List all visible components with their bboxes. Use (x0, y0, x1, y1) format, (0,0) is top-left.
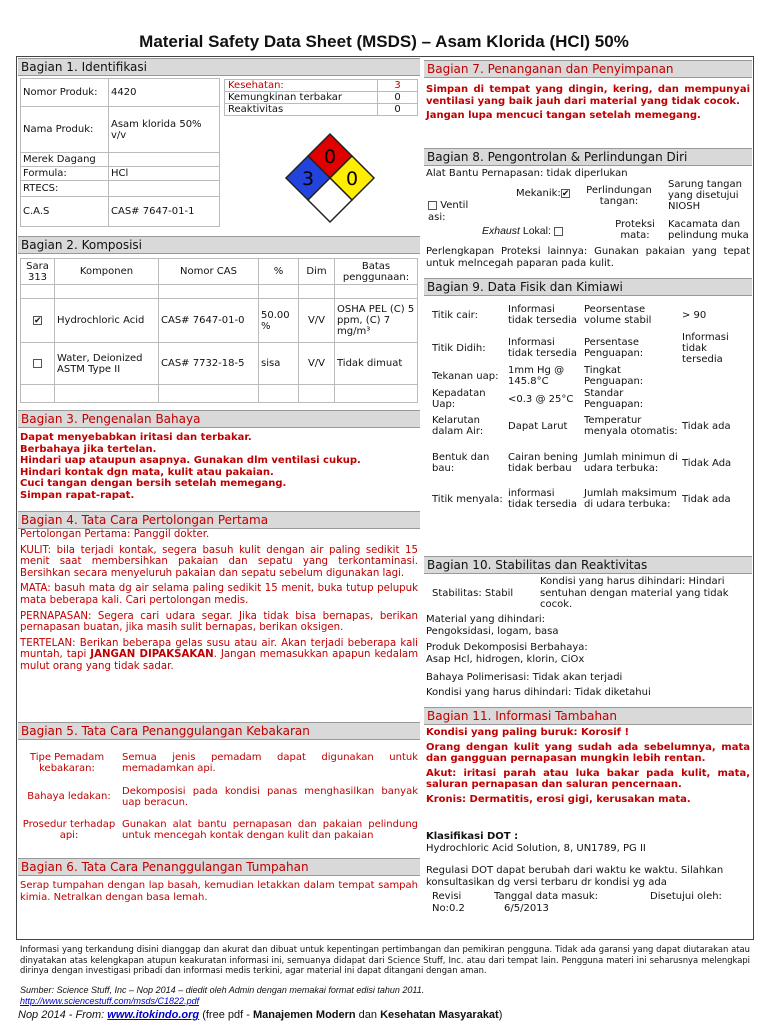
conditions-avoid-2: Kondisi yang harus dihindari: Tidak diketahui (426, 687, 651, 698)
section-11 (424, 707, 752, 914)
physical-data-cell: informasi tidak tersedia (508, 488, 577, 510)
date-value: 6/5/2013 (504, 903, 549, 914)
respirator-text: Alat Bantu Pernapasan: tidak diperlukan (426, 168, 628, 179)
conditions-avoid: Kondisi yang harus dihindari: Hindari sentuhan dengan material yang tidak cocok. (540, 576, 729, 610)
section-2-header: Bagian 2. Komposisi (18, 236, 420, 254)
hazard-rating-table (224, 79, 418, 116)
physical-data-row (424, 298, 752, 332)
spill-text: Serap tumpahan dengan lap basah, kemudian letakkan dalam tempat sampah kimia. Netralkan dengan basa lemah. (20, 880, 418, 903)
section-4-header: Bagian 4. Tata Cara Pertolongan Pertama (18, 511, 420, 529)
first-aid-swallow: TERTELAN: Berikan beberapa gelas susu atau air. Akan terjadi beberapa kali muntah, tapi JANGAN DIPAKSAKAN. Jangan memasukkan apapun kedalam mulut orang yang tidak sadar. (20, 637, 418, 672)
hazard-line: Cuci tangan dengan bersih setelah memegang. (20, 478, 287, 489)
polymerization: Bahaya Polimerisasi: Tidak akan terjadi (426, 672, 623, 683)
col-header: Sara 313 (21, 259, 55, 285)
physical-data-cell: Peorsentase volume stabil (584, 304, 652, 326)
section-11-header: Bagian 11. Informasi Tambahan (424, 707, 752, 725)
col-header: Nomor CAS (159, 259, 259, 285)
physical-data-cell: Informasi tidak tersedia (682, 331, 729, 365)
hazard-label: Kesehatan: (225, 80, 378, 92)
hazard-text (20, 432, 418, 501)
sara-checkbox[interactable]: ✔ (34, 315, 42, 326)
section-3 (18, 410, 420, 501)
col-header: Batas penggunaan: (335, 259, 418, 285)
first-aid-eyes: MATA: basuh mata dg air selama paling sedikit 15 menit, buka tutup pelupuk mata beberapa kali. Cari pertolongan medis. (20, 583, 418, 606)
stability: Stabilitas: Stabil (432, 588, 514, 599)
physical-data-cell: Temperatur menyala otomatis: (584, 415, 678, 437)
hazard-line: Hindari uap ataupun asapnya. Gunakan dlm ventilasi cukup. (20, 455, 361, 466)
percent: 50.00 % (259, 299, 299, 343)
component: Water, Deionized ASTM Type II (55, 343, 159, 385)
approved-label: Disetujui oleh: (650, 891, 722, 902)
section-7 (424, 60, 752, 121)
first-aid-line: Pertolongan Pertama: Panggil dokter. (20, 529, 210, 540)
other-protection-text: Perlengkapan Proteksi lainnya: Gunakan pakaian yang tepat untuk melncegah paparan pada kulit. (426, 246, 750, 269)
id-value: 4420 (109, 79, 220, 107)
physical-data-row (424, 364, 752, 388)
physical-data-cell (682, 364, 748, 388)
footer-credit: Nop 2014 - From: www.itokindo.org (free pdf - Manajemen Modern dan Kesehatan Masyarakat) (18, 1009, 503, 1021)
mechanical-checkbox[interactable]: ✔ (561, 188, 570, 199)
physical-data-cell: Kelarutan dalam Air: (432, 415, 484, 437)
section-6-header: Bagian 6. Tata Cara Penanggulangan Tumpahan (18, 858, 420, 876)
section-3-header: Bagian 3. Pengenalan Bahaya (18, 410, 420, 428)
first-aid-skin: KULIT: bila terjadi kontak, segera basuh kulit dengan air paling sedikit 15 menit saat membersihkan pakaian dan sepatu yang terkontaminasi. Bersihkan secara menyeluruh pakaian dan sepatu sebelum digunakan lagi. (20, 544, 418, 579)
cas-number: CAS# 7732-18-5 (159, 343, 259, 385)
decomposition: Asap Hcl, hidrogen, klorin, CiOx (426, 654, 585, 665)
materials-avoid-label: Material yang dihindari: (426, 614, 546, 625)
identification-table (20, 78, 220, 227)
physical-data-cell: Informasi tidak tersedia (508, 337, 577, 359)
physical-data-cell: <0.3 @ 25°C (508, 393, 574, 405)
id-value: Asam klorida 50% v/v (109, 107, 220, 153)
physical-data-cell: 1mm Hg @ 145.8°C (508, 365, 565, 387)
first-aid-breathing: PERNAPASAN: Segera cari udara segar. Jika tidak bisa bernapas, berikan pernapasan buatan, jika masih sulit bernapas, berikan oksigen. (20, 610, 418, 634)
section-5 (18, 722, 420, 841)
dot-heading: Klasifikasi DOT : (426, 831, 519, 842)
mechanical: Mekanik:✔ (516, 188, 570, 199)
physical-data-cell: Jumlah minimun di udara terbuka: (584, 452, 678, 474)
fire-value: Semua jenis pemadam dapat digunakan untuk memadamkan api. (122, 751, 418, 774)
page-title: Material Safety Data Sheet (MSDS) – Asam Klorida (HCl) 50% (139, 32, 629, 51)
section-7-header: Bagian 7. Penanganan dan Penyimpanan (424, 60, 752, 78)
limit: Tidak dimuat (335, 343, 418, 385)
nfpa-reactivity: 0 (345, 168, 359, 190)
physical-data-cell: Tekanan uap: (432, 370, 499, 382)
col-header: % (259, 259, 299, 285)
id-label: Formula: (21, 167, 109, 181)
source: Sumber: Science Stuff, Inc – Nop 2014 – diedit oleh Admin dengan memakai format edisi tahun 2011. http://www.sciencestuff.com/msds/C1822.pdf (20, 985, 425, 1006)
section-6 (18, 858, 420, 903)
id-label: C.A.S (21, 197, 109, 227)
eye-protection-label: Proteksi mata: (615, 219, 655, 241)
hazard-line: Hindari kontak dgn mata, kulit atau pakaian. (20, 466, 274, 478)
sara-checkbox[interactable] (33, 359, 42, 368)
section-9-header: Bagian 9. Data Fisik dan Kimiawi (424, 278, 752, 296)
physical-data-cell: Tidak ada (682, 420, 731, 432)
section-8 (424, 148, 752, 269)
physical-data-cell: Tidak Ada (682, 457, 732, 469)
physical-data-cell: Titik Didih: (432, 342, 486, 354)
section-9 (424, 278, 752, 510)
physical-data-cell: > 90 (682, 309, 707, 321)
id-label: Nomor Produk: (21, 79, 109, 107)
section-1-header: Bagian 1. Identifikasi (18, 58, 420, 76)
section-8-header: Bagian 8. Pengontrolan & Perlindungan Diri (424, 148, 752, 166)
nfpa-diamond-icon (282, 130, 378, 226)
fire-label: Tipe Pemadam kebakaran: (29, 751, 105, 774)
ventilation: Ventil asi: (428, 200, 469, 223)
physical-data-row (424, 410, 752, 442)
fire-label: Prosedur terhadap api: (22, 818, 116, 841)
section-10-header: Bagian 10. Stabilitas dan Reaktivitas (424, 556, 752, 574)
table-row (21, 299, 418, 343)
id-value (109, 153, 220, 167)
physical-data-cell: Titik menyala: (432, 493, 503, 505)
hand-protection-value: Sarung tangan yang disetujui NIOSH (668, 179, 742, 212)
limit: OSHA PEL (C) 5 ppm, (C) 7 mg/m³ (335, 299, 418, 343)
physical-data-cell: Persentase Penguapan: (584, 337, 644, 359)
id-value: HCl (109, 167, 220, 181)
component: Hydrochloric Acid (55, 299, 159, 343)
physical-data-cell: Jumlah maksimum di udara terbuka: (584, 488, 677, 510)
physical-data-cell: Informasi tidak tersedia (508, 304, 577, 326)
source-link[interactable]: http://www.sciencestuff.com/msds/C1822.pdf (20, 995, 200, 1006)
fire-label: Bahaya ledakan: (27, 791, 111, 803)
eye-protection-value: Kacamata dan pelindung muka (668, 219, 749, 241)
section-1 (18, 58, 420, 217)
table-row (21, 343, 418, 385)
physical-data-row (424, 484, 752, 514)
section-5-header: Bagian 5. Tata Cara Penanggulangan Kebakaran (18, 722, 420, 740)
hazard-line: Berbahaya jika tertelan. (20, 443, 157, 455)
section-4 (18, 511, 420, 672)
fire-value: Dekomposisi pada kondisi panas menghasilkan banyak uap beracun. (122, 785, 418, 808)
section-2 (18, 236, 420, 375)
physical-data-cell (682, 388, 748, 410)
hand-protection-label: Perlindungan tangan: (586, 185, 652, 207)
physical-data-cell: Tidak ada (682, 493, 731, 505)
hazard-label: Kemungkinan terbakar (225, 92, 378, 104)
hazard-value: 0 (378, 92, 418, 104)
exhaust: Exhaust Lokal: (482, 225, 563, 237)
dim: V/V (299, 299, 335, 343)
hazard-line: Dapat menyebabkan iritasi dan terbakar. (20, 432, 252, 443)
physical-data-row (424, 442, 752, 484)
id-label: RTECS: (21, 181, 109, 197)
first-aid-text (20, 529, 418, 673)
fire-value: Gunakan alat bantu pernapasan dan pakaian pelindung untuk mencegah kontak dengan kulit dan pakaian (122, 818, 418, 841)
id-value (109, 181, 220, 197)
revision: Revisi No:0.2 (432, 891, 465, 914)
hazard-line: Simpan rapat-rapat. (20, 489, 135, 501)
exhaust-checkbox[interactable] (554, 227, 563, 236)
dot-classification: Hydrochloric Acid Solution, 8, UN1789, PG II (426, 843, 646, 854)
fire-table (20, 744, 418, 848)
dot-regulation: Regulasi DOT dapat berubah dari waktu ke waktu. Silahkan konsultasikan dg versi terbaru dr kondisi yg ada (426, 865, 724, 888)
storage-text: Simpan di tempat yang dingin, kering, dan mempunyai ventilasi yang baik jauh dari material yang tidak cocok. Jangan lupa mencuci tangan setelah memegang. (426, 84, 750, 121)
hazard-value: 0 (378, 104, 418, 116)
section-10 (424, 556, 752, 698)
nfpa-flammability: 0 (323, 146, 337, 168)
id-label: Merek Dagang (21, 153, 109, 167)
physical-data-cell: Cairan bening tidak berbau (508, 452, 578, 474)
physical-data-cell: Dapat Larut (508, 420, 568, 432)
date-label: Tanggal data masuk: (494, 891, 598, 902)
hazard-value: 3 (378, 80, 418, 92)
col-header: Dim (299, 259, 335, 285)
col-header: Komponen (55, 259, 159, 285)
nfpa-health: 3 (301, 168, 315, 190)
decomposition-label: Produk Dekomposisi Berbahaya: (426, 642, 588, 653)
id-value: CAS# 7647-01-1 (109, 197, 220, 227)
physical-data-row (424, 332, 752, 364)
additional-info: Kondisi yang paling buruk: Korosif ! Orang dengan kulit yang sudah ada sebelumnya, mata dan gangguan pernapasan mungkin lebih rentan. Akut: iritasi parah atau luka bakar pada kulit, mata, saluran pernapasan dan saluran pencernaan. Kronis: Dermatitis, erosi gigi, kerusakan mata. (426, 727, 750, 805)
dim: V/V (299, 343, 335, 385)
id-label: Nama Produk: (21, 107, 109, 153)
physical-data-cell: Titik cair: (432, 309, 478, 321)
composition-table (20, 258, 418, 403)
percent: sisa (259, 343, 299, 385)
materials-avoid: Pengoksidasi, logam, basa (426, 626, 559, 637)
hazard-label: Reaktivitas (225, 104, 378, 116)
itokindo-link[interactable]: www.itokindo.org (107, 1009, 200, 1021)
disclaimer: Informasi yang terkandung disini dianggap dan akurat dan dibuat untuk kepentingan pertimbangan dan pemikiran pengguna. Tidak ada garansi yang dapat diutarakan atau dinyatakan atas kelengkapan atupun keakuratan informasi ini, semuanya didapat dari Science Stuff, Inc. atau dari tempat lain. Pengguna materi ini seharusnya melengkapi dirinya dengan investigasi pribadi dan informasi medis terkini, agar material ini dapat ditangani dengan aman. (20, 944, 750, 975)
physical-data-cell: Tingkat Penguapan: (584, 365, 644, 387)
physical-data-row (424, 388, 752, 410)
physical-data-cell: Kepadatan Uap: (432, 388, 486, 410)
physical-data-cell: Bentuk dan bau: (432, 452, 490, 474)
cas-number: CAS# 7647-01-0 (159, 299, 259, 343)
physical-data-cell: Standar Penguapan: (584, 388, 644, 410)
ventilation-checkbox[interactable] (428, 201, 437, 210)
